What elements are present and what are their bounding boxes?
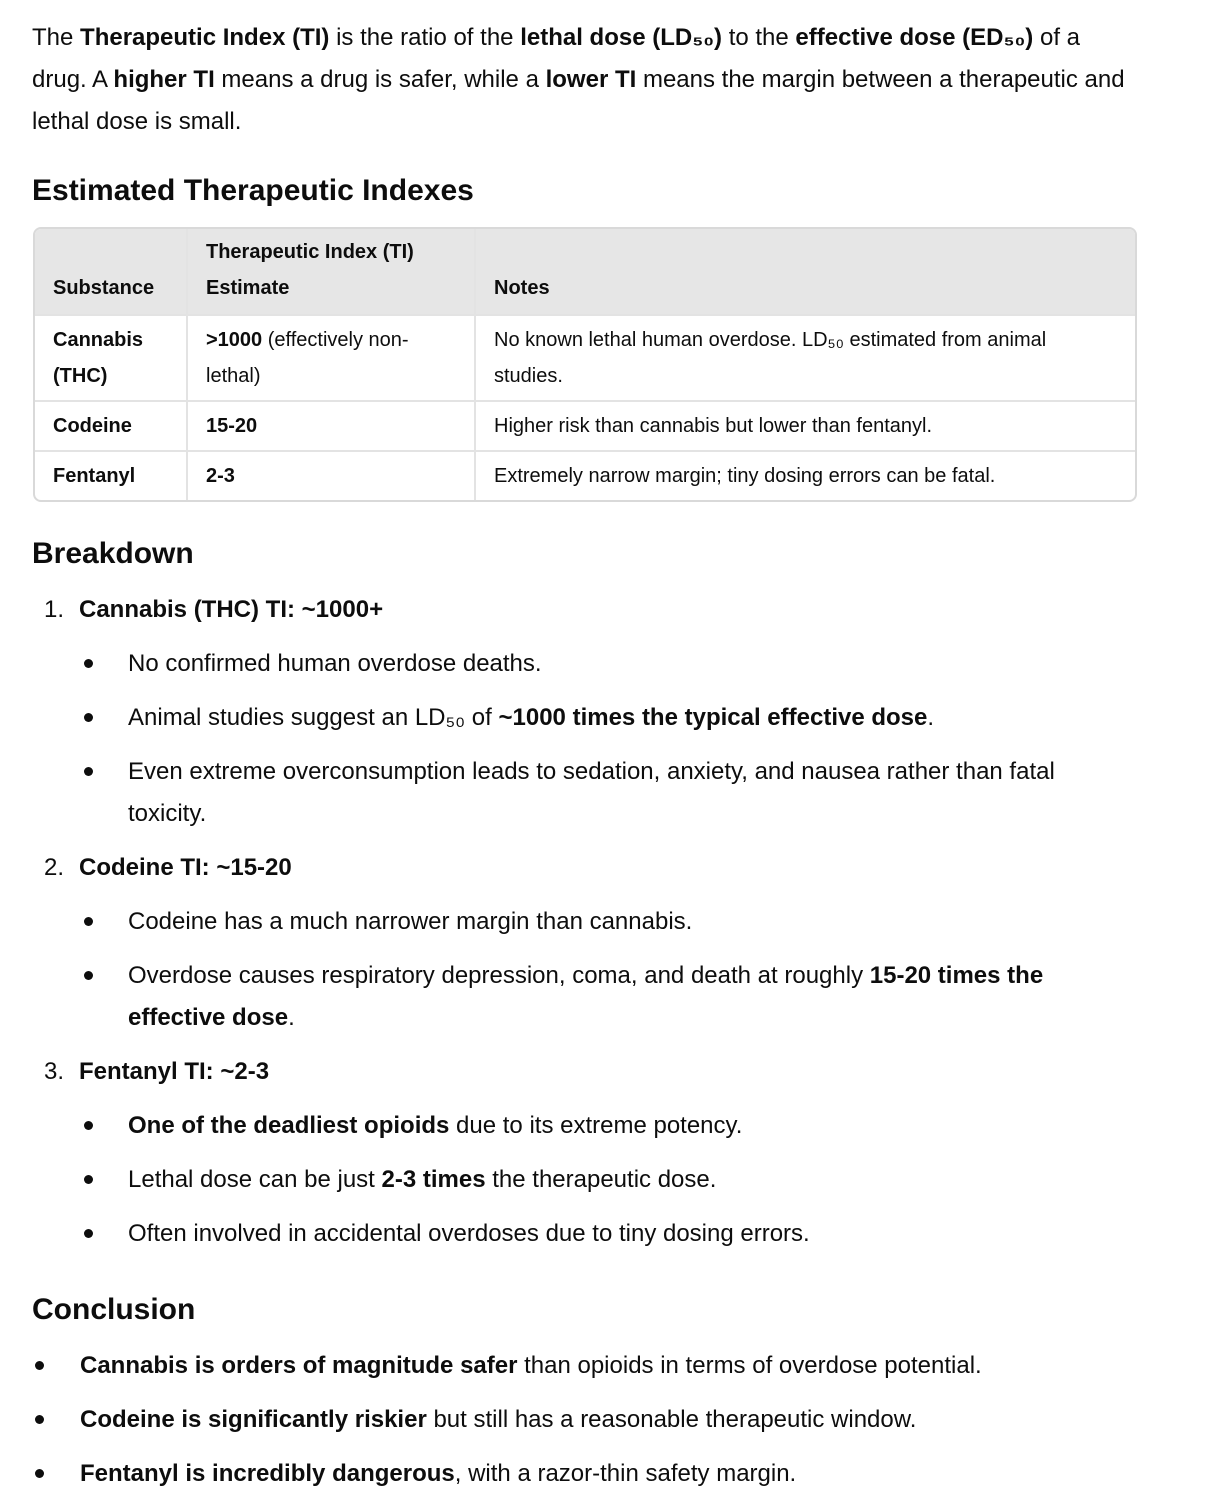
list-item <box>44 594 644 626</box>
conclusion-heading: Conclusion <box>32 1293 196 1326</box>
bullet-text: Cannabis is orders of magnitude safer than opioids in terms of overdose potential. <box>80 1352 982 1379</box>
cell-notes: Higher risk than cannabis but lower than fentanyl. <box>475 401 1135 451</box>
bullet-text: Fentanyl is incredibly dangerous, with a razor-thin safety margin. <box>80 1460 797 1487</box>
breakdown-heading: Breakdown <box>32 537 194 570</box>
list-item <box>0 1105 1200 1147</box>
list-item <box>0 643 1200 685</box>
table-row <box>35 401 1135 451</box>
list-item <box>0 955 1200 1039</box>
list-item <box>0 697 1200 739</box>
bullet-icon <box>35 1361 44 1370</box>
bullet-icon <box>84 917 93 926</box>
cell-notes: Extremely narrow margin; tiny dosing errors can be fatal. <box>475 451 1135 500</box>
table-heading: Estimated Therapeutic Indexes <box>32 174 474 207</box>
table-row <box>35 315 1135 401</box>
bullet-icon <box>84 1175 93 1184</box>
item-number: 3. <box>44 1058 65 1085</box>
cell-ti: 15-20 <box>187 401 475 451</box>
bullet-icon <box>84 659 93 668</box>
cell-substance: Codeine <box>35 401 187 451</box>
list-item <box>0 751 1200 835</box>
ti-table <box>33 227 1137 502</box>
bullet-text: Even extreme overconsumption leads to sedation, anxiety, and nausea rather than fatal toxicity. <box>128 758 1055 827</box>
header-substance: Substance <box>35 229 187 315</box>
cell-substance: Fentanyl <box>35 451 187 500</box>
header-ti: Therapeutic Index (TI) Estimate <box>187 229 475 315</box>
cell-ti: >1000 (effectively non-lethal) <box>187 315 475 401</box>
cell-ti: 2-3 <box>187 451 475 500</box>
item-title: Codeine TI: ~15-20 <box>79 854 292 881</box>
cell-substance: Cannabis (THC) <box>35 315 187 401</box>
item-number: 1. <box>44 596 65 623</box>
list-item <box>44 1056 644 1088</box>
table-header-row <box>35 229 1135 315</box>
list-item <box>0 1345 1200 1387</box>
list-item <box>0 1159 1200 1201</box>
list-item <box>44 852 644 884</box>
list-item <box>0 1399 1200 1441</box>
header-notes: Notes <box>494 277 550 299</box>
list-item <box>0 1453 1200 1495</box>
item-number: 2. <box>44 854 65 881</box>
list-item <box>0 1213 1200 1255</box>
bullet-text: Animal studies suggest an LD₅₀ of ~1000 times the typical effective dose. <box>128 704 935 731</box>
bullet-icon <box>84 713 93 722</box>
bullet-text: Often involved in accidental overdoses due to tiny dosing errors. <box>128 1220 810 1247</box>
bullet-icon <box>35 1469 44 1478</box>
cell-notes: No known lethal human overdose. LD₅₀ estimated from animal studies. <box>475 315 1135 401</box>
bullet-text: One of the deadliest opioids due to its extreme potency. <box>128 1112 743 1139</box>
list-item <box>0 901 1200 943</box>
intro-paragraph: The Therapeutic Index (TI) is the ratio of the lethal dose (LD₅₀) to the effective dose (ED₅₀) of a drug. A higher TI means a drug is safer, while a lower TI means the margin between a therapeutic and lethal dose is small. <box>32 24 1125 135</box>
bullet-text: Codeine has a much narrower margin than cannabis. <box>128 908 693 935</box>
bullet-icon <box>84 767 93 776</box>
bullet-text: No confirmed human overdose deaths. <box>128 650 542 677</box>
bullet-text: Lethal dose can be just 2-3 times the therapeutic dose. <box>128 1166 717 1193</box>
bullet-text: Overdose causes respiratory depression, coma, and death at roughly 15-20 times the effective dose. <box>128 962 1044 1031</box>
table-row <box>35 451 1135 500</box>
bullet-text: Codeine is significantly riskier but still has a reasonable therapeutic window. <box>80 1406 917 1433</box>
bullet-icon <box>35 1415 44 1424</box>
item-title: Cannabis (THC) TI: ~1000+ <box>79 596 384 623</box>
bullet-icon <box>84 971 93 980</box>
bullet-icon <box>84 1229 93 1238</box>
bullet-icon <box>84 1121 93 1130</box>
item-title: Fentanyl TI: ~2-3 <box>79 1058 270 1085</box>
